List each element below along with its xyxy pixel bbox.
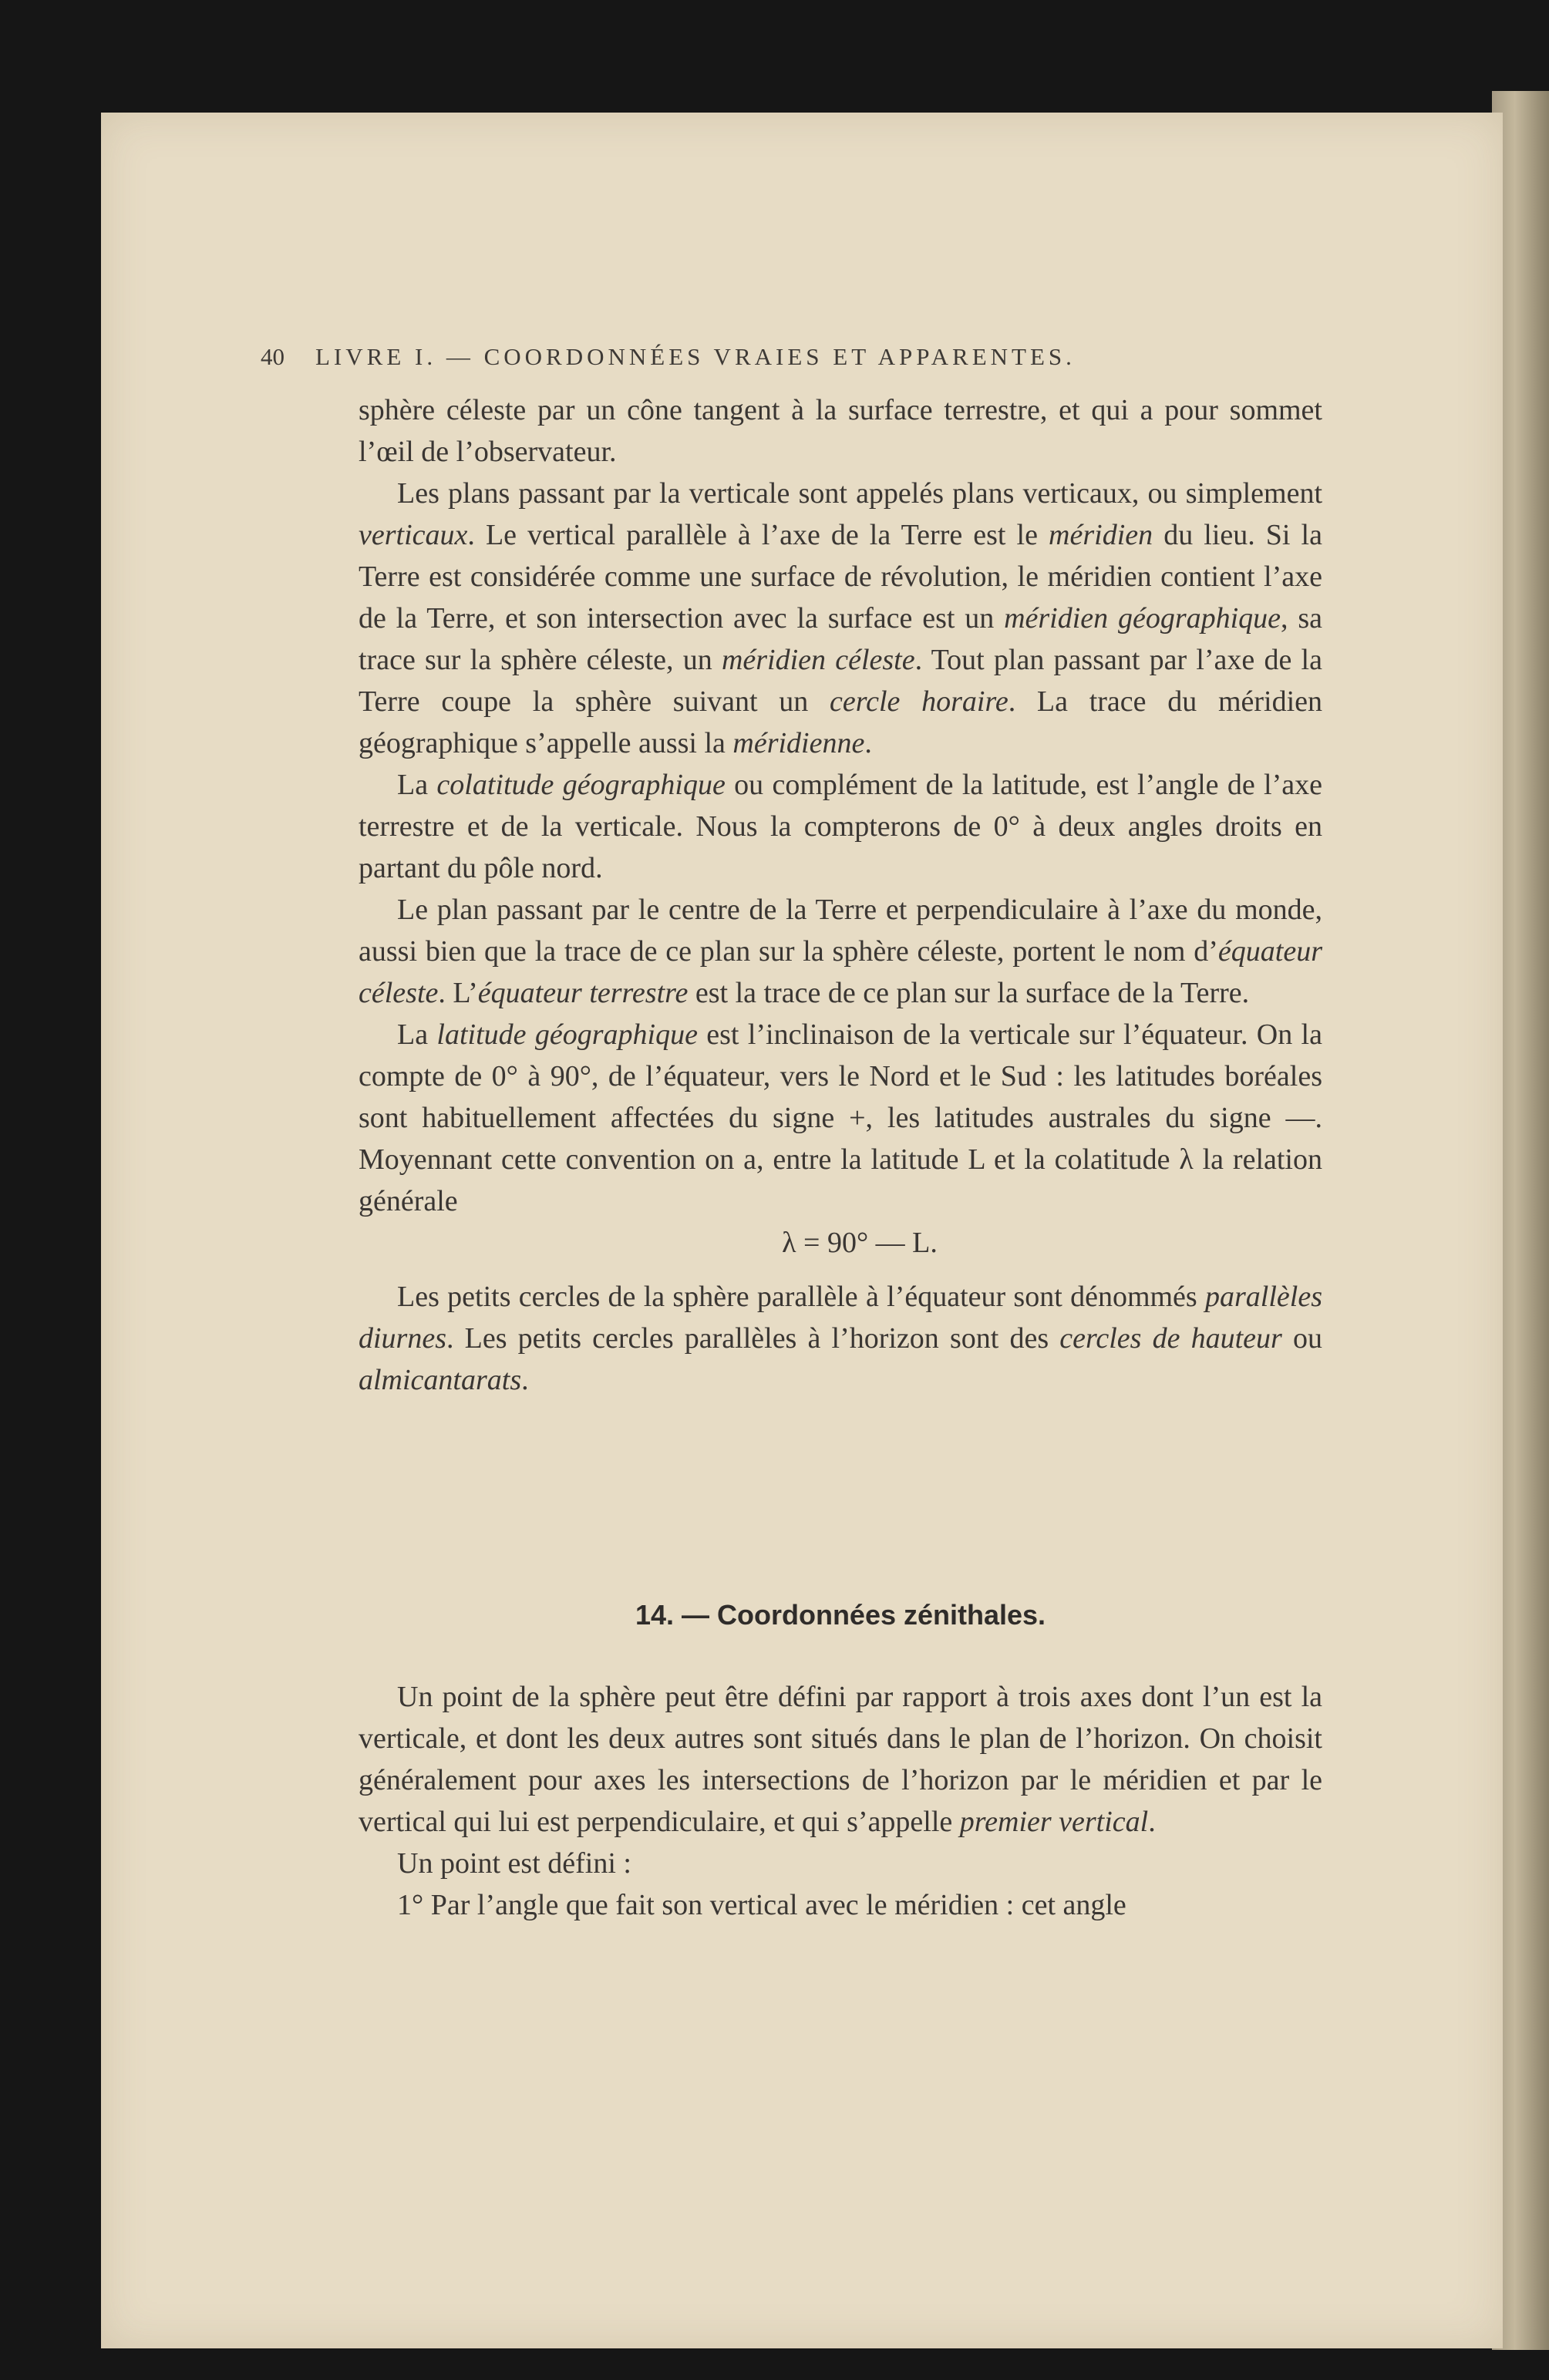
italic-term: colatitude géographique [436,769,726,801]
paragraph-5: La latitude géographique est l’inclinaison de la verticale sur l’équateur. On la compte de 0° à 90°, de l’équateur, vers le Nord et le Sud : les latitudes boréales sont habituellement affectées du signe +, les latitudes australes du signe —. Moyennant cette convention on a, entre la latitude L et la colatitude λ la relation générale [359,1018,1322,1217]
italic-term: latitude géographique [436,1018,698,1051]
section-paragraph-1: Un point de la sphère peut être défini par rapport à trois axes dont l’un est la verticale, et dont les deux autres sont situés dans le plan de l’horizon. On choisit généralement pour axes les intersections de l’horizon par le méridien et par le vertical qui lui est perpendiculaire, et qui s’appelle premier vertical. [359,1681,1322,1838]
paragraph-1: sphère céleste par un cône tangent à la surface terrestre, et qui a pour sommet l’œil de l’observateur. [359,394,1322,468]
italic-term: almicantarats [359,1364,522,1396]
paragraph-4: Le plan passant par le centre de la Terre et perpendiculaire à l’axe du monde, aussi bien que la trace de ce plan sur la sphère céleste, portent le nom d’équateur céleste. L’équateur terrestre est la trace de ce plan sur la surface de la Terre. [359,894,1322,1009]
italic-term: cercle horaire [829,685,1009,718]
body-text-lower [359,1676,1322,1926]
italic-term: méridienne [732,727,865,759]
italic-term: méridien céleste [721,644,915,676]
formula: λ = 90° — L. [782,1227,938,1259]
section-paragraph-3: 1° Par l’angle que fait son vertical avec le méridien : cet angle [397,1889,1126,1921]
body-text-upper [359,389,1322,1401]
italic-term: verticaux [359,519,468,551]
italic-term: équateur terrestre [477,977,689,1009]
running-header [261,343,1240,371]
running-head-title: LIVRE I. — COORDONNÉES VRAIES ET APPARENTES. [315,343,1076,370]
italic-term: méridien [1049,519,1153,551]
page-number: 40 [261,343,285,370]
paragraph-2: Les plans passant par la verticale sont appelés plans verticaux, ou simplement verticaux. Le vertical parallèle à l’axe de la Terre est le méridien du lieu. Si la Terre est considérée comme une surface de révolution, le méridien contient l’axe de la Terre, et son intersection avec la surface est un méridien géographique, sa trace sur la sphère céleste, un méridien céleste. Tout plan passant par l’axe de la Terre coupe la sphère suivant un cercle horaire. La trace du méridien géographique s’appelle aussi la méridienne. [359,477,1323,759]
italic-term: cercles de hauteur [1059,1322,1282,1355]
italic-term: méridien géographique [1004,602,1281,635]
section-heading: 14. — Coordonnées zénithales. [635,1599,1046,1631]
italic-term: équateur céleste [359,935,1322,1009]
paragraph-3: La colatitude géographique ou complément de la latitude, est l’angle de l’axe terrestre et de la verticale. Nous la compterons de 0° à deux angles droits en partant du pôle nord. [359,769,1322,884]
italic-term: premier vertical [959,1806,1149,1838]
section-paragraph-2: Un point est défini : [397,1847,631,1880]
italic-term: parallèles diurnes [359,1281,1322,1355]
paragraph-after-formula-1: Les petits cercles de la sphère parallèle à l’équateur sont dénommés parallèles diurnes. Les petits cercles parallèles à l’horizon sont des cercles de hauteur ou almicantarats. [359,1281,1322,1396]
